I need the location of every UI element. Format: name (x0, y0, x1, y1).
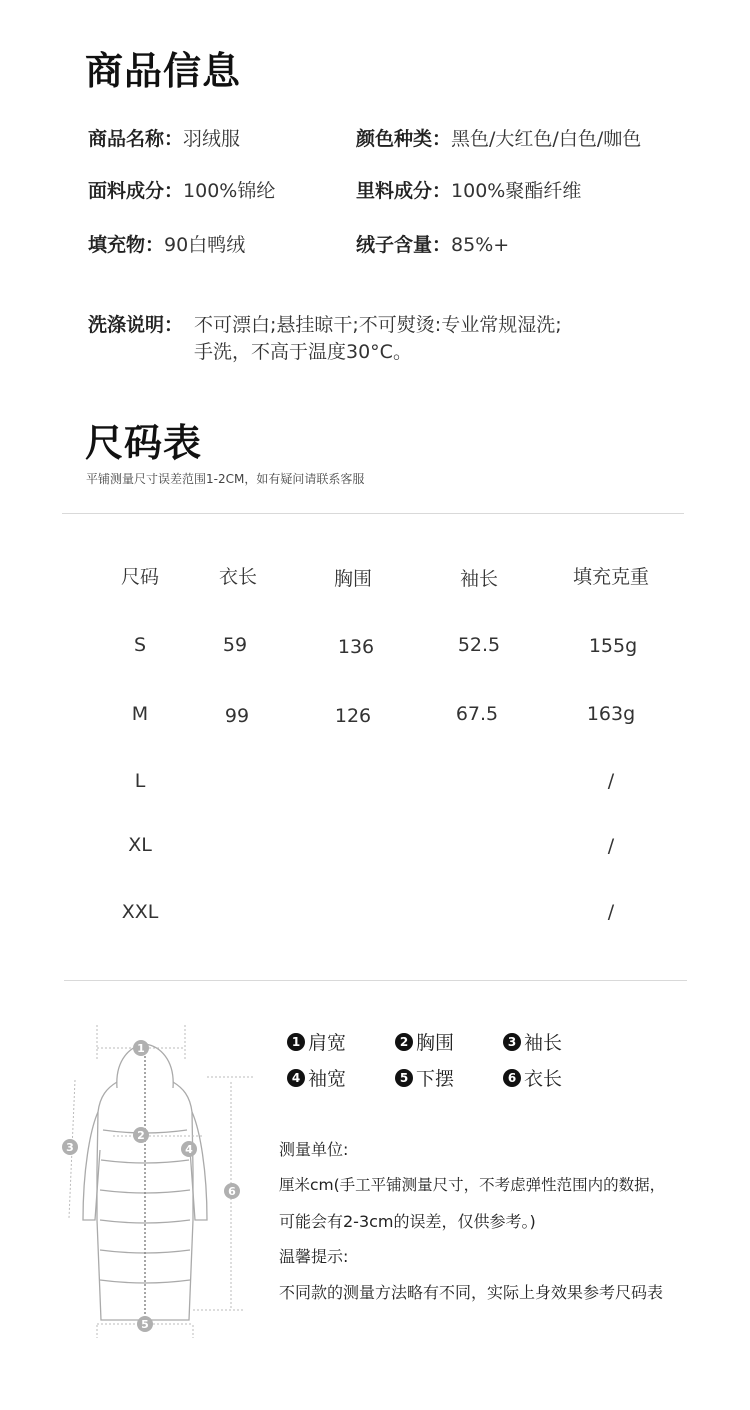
wash-line-1: 不可漂白;悬挂晾干;不可熨烫:专业常规湿洗; (194, 314, 562, 336)
unit-line-1: 厘米cm(手工平铺测量尺寸，不考虑弹性范围内的数据， (279, 1176, 666, 1194)
info-row-name (88, 124, 240, 151)
info-label: 面料成分： (88, 180, 184, 202)
info-row-fabric (88, 176, 275, 203)
legend-item (395, 1028, 454, 1055)
size-subtitle: 平铺测量尺寸误差范围1-2CM，如有疑问请联系客服 (86, 472, 365, 486)
divider (62, 513, 684, 514)
number-badge-icon: 5 (395, 1069, 413, 1087)
svg-text:6: 6 (228, 1185, 236, 1198)
info-row-lining (356, 176, 581, 203)
number-badge-icon: 2 (395, 1033, 413, 1051)
table-cell: XL (128, 834, 152, 856)
table-cell: 59 (222, 634, 248, 656)
number-badge-icon: 3 (503, 1033, 521, 1051)
legend-item (503, 1064, 562, 1091)
info-value: 黑色/大红色/白色/咖色 (451, 128, 642, 150)
table-cell: / (607, 835, 615, 857)
info-value: 羽绒服 (183, 128, 241, 150)
svg-text:2: 2 (137, 1129, 145, 1142)
table-cell: 67.5 (455, 703, 499, 725)
info-label: 绒子含量： (356, 234, 452, 256)
table-cell: 126 (334, 705, 372, 727)
info-label: 商品名称： (88, 128, 184, 150)
size-title: 尺码表 (85, 421, 203, 465)
svg-text:3: 3 (66, 1141, 74, 1154)
table-cell: L (134, 770, 146, 792)
wash-line-2: 手洗，不高于温度30°C。 (194, 341, 412, 363)
legend-item (395, 1064, 454, 1091)
table-cell: M (131, 703, 149, 725)
svg-text:1: 1 (137, 1042, 145, 1055)
col-header: 填充克重 (572, 566, 649, 588)
legend-label: 肩宽 (308, 1032, 347, 1054)
table-cell: 52.5 (457, 634, 501, 656)
tip-line: 不同款的测量方法略有不同，实际上身效果参考尺码表 (279, 1283, 664, 1302)
col-header: 衣长 (218, 566, 257, 588)
table-cell: 163g (586, 703, 636, 725)
col-header: 胸围 (333, 568, 372, 590)
info-value: 100%锦纶 (183, 180, 276, 202)
legend-label: 下摆 (416, 1068, 455, 1090)
number-badge-icon: 1 (287, 1033, 305, 1051)
info-title: 商品信息 (85, 49, 242, 93)
legend-item (287, 1028, 346, 1055)
divider (64, 980, 687, 981)
svg-text:4: 4 (185, 1143, 193, 1156)
wash-label: 洗涤说明： (88, 314, 184, 336)
unit-line-2: 可能会有2-3cm的误差，仅供参考。) (279, 1212, 536, 1231)
info-label: 颜色种类： (356, 128, 452, 150)
tip-title: 温馨提示: (279, 1247, 349, 1266)
info-value: 100%聚酯纤维 (451, 180, 582, 202)
col-header: 袖长 (459, 568, 498, 590)
table-cell: S (133, 634, 147, 656)
table-cell: 99 (224, 705, 250, 727)
table-cell: 155g (588, 635, 638, 657)
table-cell: / (607, 770, 615, 792)
unit-title: 测量单位: (279, 1140, 349, 1159)
info-row-filling (88, 230, 245, 257)
svg-text:5: 5 (141, 1318, 149, 1331)
legend-label: 胸围 (416, 1032, 455, 1054)
info-value: 90白鸭绒 (164, 234, 246, 256)
col-header: 尺码 (120, 566, 159, 588)
legend-item (503, 1028, 562, 1055)
info-row-down-content (356, 230, 509, 257)
table-cell: XXL (121, 901, 159, 923)
number-badge-icon: 4 (287, 1069, 305, 1087)
coat-measure-diagram (45, 1020, 265, 1350)
info-label: 填充物： (88, 234, 165, 256)
number-badge-icon: 6 (503, 1069, 521, 1087)
info-label: 里料成分： (356, 180, 452, 202)
info-row-colors (356, 124, 641, 151)
info-value: 85%+ (451, 234, 510, 256)
legend-label: 衣长 (524, 1068, 563, 1090)
legend-label: 袖宽 (308, 1068, 347, 1090)
table-cell: / (607, 901, 615, 923)
legend-item (287, 1064, 346, 1091)
legend-label: 袖长 (524, 1032, 563, 1054)
table-cell: 136 (337, 636, 375, 658)
